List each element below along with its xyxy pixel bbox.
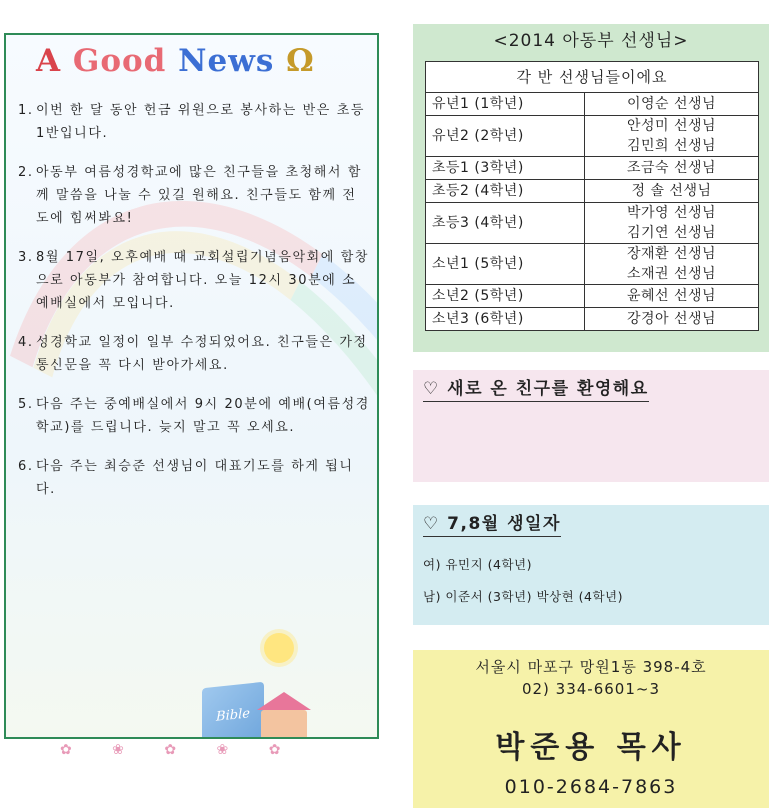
teacher-name: 정 솔 선생님 <box>631 183 712 199</box>
teacher-cell <box>585 157 759 180</box>
title-part-a: A <box>36 43 62 79</box>
teacher-cell <box>585 308 759 331</box>
title-part-news: News <box>178 43 275 79</box>
teacher-cell <box>585 93 759 116</box>
notice-text: 성경학교 일정이 일부 수정되었어요. 친구들은 가정통신문을 꼭 다시 받아가세요. <box>36 335 368 373</box>
table-row <box>426 244 759 285</box>
teachers-heading: <2014 아동부 선생님> <box>413 24 769 58</box>
table-row <box>426 203 759 244</box>
class-cell: 소년1 (5학년) <box>426 244 585 285</box>
table-header-row <box>426 62 759 93</box>
notice-text: 8월 17일, 오후예배 때 교회설립기념음악회에 합창으로 아동부가 참여합니다. 오늘 12시 30분에 소예배실에서 모입니다. <box>36 250 370 311</box>
pastor-name: 박준용 목사 <box>495 730 687 765</box>
notice-number: 2. <box>18 165 34 180</box>
table-row <box>426 93 759 116</box>
teacher-cell <box>585 244 759 285</box>
class-cell: 유년2 (2학년) <box>426 116 585 157</box>
newsletter-title <box>36 43 315 79</box>
notice-item <box>18 99 370 145</box>
newsletter-panel <box>4 33 379 739</box>
notice-number: 3. <box>18 250 34 265</box>
teacher-name: 김기연 선생님 <box>626 225 717 241</box>
class-cell: 초등2 (4학년) <box>426 180 585 203</box>
notice-text: 다음 주는 중예배실에서 9시 20분에 예배(여름성경학교)를 드립니다. 늦지 말고 꼭 오세요. <box>36 397 370 435</box>
church-address: 서울시 마포구 망원1동 398-4호 <box>475 658 707 676</box>
teacher-name: 조금숙 선생님 <box>626 160 717 176</box>
birthday-heading: ♡ 7,8월 생일자 <box>423 509 561 537</box>
church-phone: 02) 334-6601~3 <box>521 680 661 698</box>
notice-text: 아동부 여름성경학교에 많은 친구들을 초청해서 함께 말씀을 나눌 수 있길 원해요. 친구들도 함께 전도에 힘써봐요! <box>36 165 362 226</box>
class-cell: 유년1 (1학년) <box>426 93 585 116</box>
teacher-cell <box>585 180 759 203</box>
title-part-omega: Ω <box>286 43 315 79</box>
birthday-girls: 여) 유민지 (4학년) <box>423 557 532 572</box>
table-row <box>426 308 759 331</box>
teacher-name: 소재권 선생님 <box>626 266 717 282</box>
teacher-cell <box>585 116 759 157</box>
notice-number: 5. <box>18 397 34 412</box>
teacher-name: 강경아 선생님 <box>626 311 717 327</box>
contact-section <box>413 650 769 808</box>
table-row <box>426 116 759 157</box>
teacher-name: 김민희 선생님 <box>626 138 717 154</box>
house-icon <box>261 710 307 739</box>
notice-number: 6. <box>18 459 34 474</box>
welcome-heading: ♡ 새로 온 친구를 환영해요 <box>423 374 649 402</box>
notice-item <box>18 161 370 230</box>
notice-item <box>18 331 370 377</box>
notice-item <box>18 246 370 315</box>
notice-item <box>18 455 370 501</box>
table-header: 각 반 선생님들이에요 <box>426 62 759 93</box>
teacher-name: 장재환 선생님 <box>626 246 717 262</box>
teachers-panel <box>413 58 769 352</box>
sun-icon <box>264 633 294 663</box>
teacher-name: 윤혜선 선생님 <box>626 288 717 304</box>
class-cell: 소년3 (6학년) <box>426 308 585 331</box>
bible-label: Bible <box>216 705 250 725</box>
class-cell: 소년2 (5학년) <box>426 285 585 308</box>
birthday-boys: 남) 이준서 (3학년) 박상현 (4학년) <box>423 589 624 604</box>
notice-list <box>18 99 370 517</box>
teacher-name: 이영순 선생님 <box>626 96 717 112</box>
notice-text: 다음 주는 최승준 선생님이 대표기도를 하게 됩니다. <box>36 459 354 497</box>
teacher-cell <box>585 285 759 308</box>
table-row <box>426 180 759 203</box>
teacher-name: 안성미 선생님 <box>626 118 717 134</box>
class-cell: 초등3 (4학년) <box>426 203 585 244</box>
birthday-section <box>413 505 769 625</box>
table-row <box>426 157 759 180</box>
class-cell: 초등1 (3학년) <box>426 157 585 180</box>
teacher-name: 박가영 선생님 <box>626 205 717 221</box>
teacher-cell <box>585 203 759 244</box>
notice-number: 4. <box>18 335 34 350</box>
notice-text: 이번 한 달 동안 헌금 위원으로 봉사하는 반은 초등1반입니다. <box>36 103 366 141</box>
notice-number: 1. <box>18 103 34 118</box>
title-part-good: Good <box>72 43 167 79</box>
table-row <box>426 285 759 308</box>
bible-book-icon <box>202 682 264 739</box>
pastor-mobile: 010-2684-7863 <box>504 776 678 798</box>
notice-item <box>18 393 370 439</box>
welcome-section <box>413 370 769 482</box>
teachers-table <box>425 61 759 331</box>
flower-decoration-icon: ✿ ❀ ✿ ❀ ✿ <box>60 742 299 758</box>
